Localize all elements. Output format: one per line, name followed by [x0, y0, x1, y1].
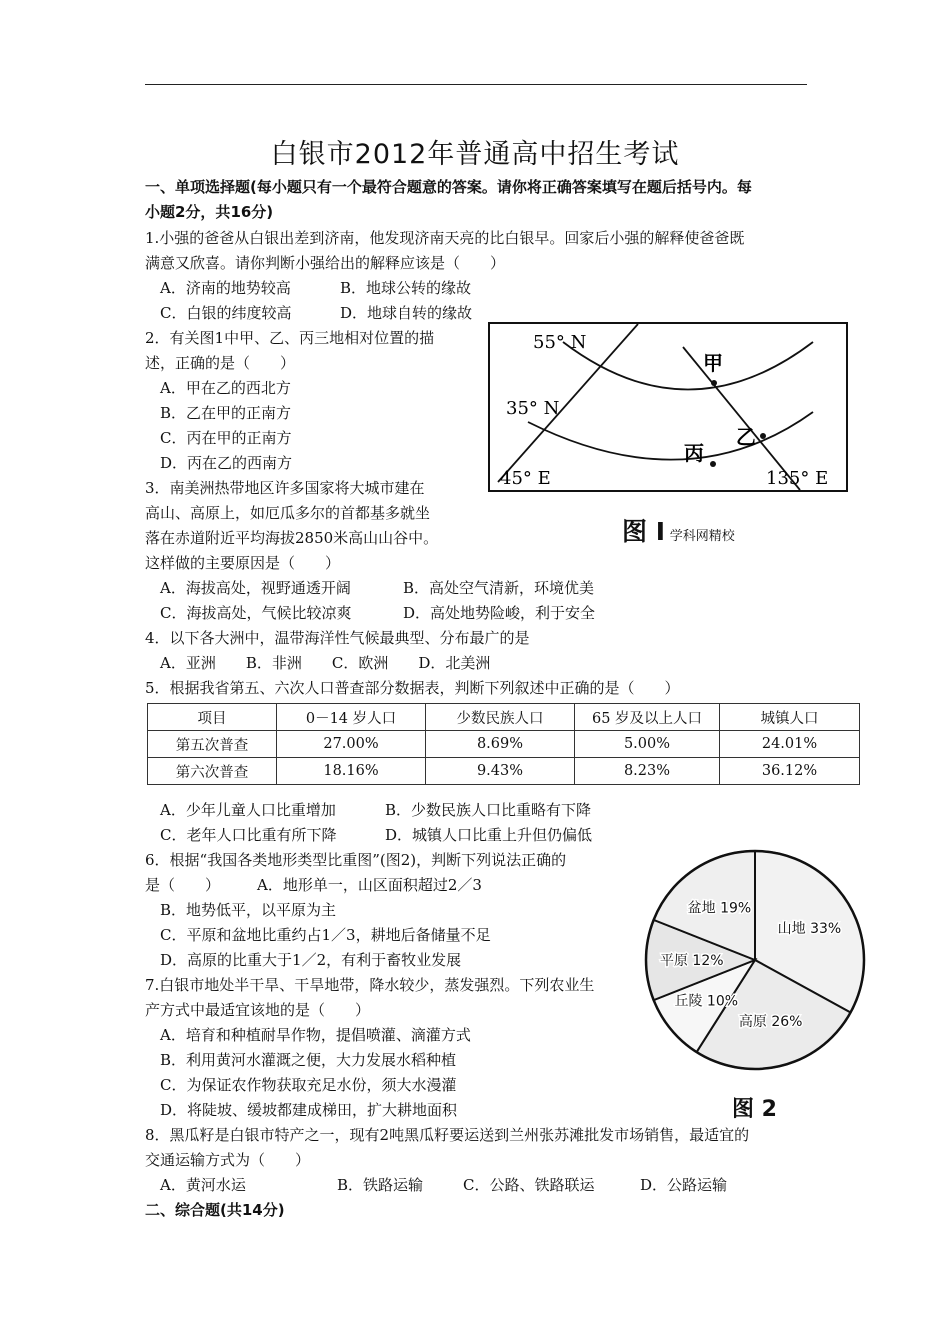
q6-option-b: B．地势低平，以平原为主 — [160, 901, 337, 919]
figure-2-pie — [643, 848, 867, 1072]
q2-stem-cont: 述，正确的是（ ） — [145, 354, 296, 372]
q3-stem-cont3: 这样做的主要原因是（ ） — [145, 554, 341, 572]
exam-title: 白银市2012年普通高中招生考试 — [270, 139, 680, 170]
q5-stem: 5．根据我省第五、六次人口普查部分数据表，判断下列叙述中正确的是（ ） — [145, 679, 680, 697]
q3-options-row2 — [160, 603, 595, 623]
q1-option-d: D．地球自转的缘故 — [340, 304, 473, 322]
figure-1-caption — [622, 512, 735, 548]
section1-heading: 一、单项选择题(每小题只有一个最符合题意的答案。请你将正确答案填写在题后括号内。每 — [145, 178, 752, 196]
q7-option-c: C．为保证农作物获取充足水份，须大水漫灌 — [160, 1076, 457, 1094]
table-cell: 9.43% — [426, 758, 575, 785]
q6-stem-end: 是（ ） — [145, 876, 221, 894]
pie-slice-label: 丘陵 10% — [674, 993, 739, 1010]
point-bing — [710, 461, 716, 467]
q4-options: A．亚洲 B．非洲 C．欧洲 D．北美洲 — [160, 654, 491, 672]
q1-option-c: C．白银的纬度较高 — [160, 304, 292, 322]
q1-options-row2 — [160, 303, 472, 323]
table-cell: 第五次普查 — [148, 731, 277, 758]
q5-option-d: D．城镇人口比重上升但仍偏低 — [385, 826, 593, 844]
q1-option-a: A．济南的地势较高 — [160, 279, 291, 297]
point-yi — [760, 433, 766, 439]
q1-option-b: B．地球公转的缘故 — [340, 279, 472, 297]
figure-1-map — [488, 322, 848, 492]
q7-option-a: A．培育和种植耐旱作物，提倡喷灌、滴灌方式 — [160, 1026, 471, 1044]
pie-slice-label: 盆地 19% — [687, 900, 752, 917]
q8-stem: 8．黑瓜籽是白银市特产之一，现有2吨黑瓜籽要运送到兰州张苏滩批发市场销售，最适宜的 — [145, 1126, 750, 1144]
q5-option-a: A．少年儿童人口比重增加 — [160, 801, 336, 819]
q6-option-c: C．平原和盆地比重约占1／3，耕地后备储量不足 — [160, 926, 491, 944]
q6-option-d: D．高原的比重大于1／2，有利于畜牧业发展 — [160, 951, 462, 969]
q7-option-d: D．将陡坡、缓坡都建成梯田，扩大耕地面积 — [160, 1101, 458, 1119]
q5-option-c: C．老年人口比重有所下降 — [160, 826, 337, 844]
q7-option-b: B．利用黄河水灌溉之便，大力发展水稻种植 — [160, 1051, 457, 1069]
place-jia-label: 甲 — [703, 351, 723, 375]
table-cell: 18.16% — [277, 758, 426, 785]
table-row — [148, 758, 860, 785]
q5-option-b: B．少数民族人口比重略有下降 — [385, 801, 592, 819]
table-cell: 第六次普查 — [148, 758, 277, 785]
q2-option-d: D．丙在乙的西南方 — [160, 454, 293, 472]
section2-heading: 二、综合题(共14分) — [145, 1201, 285, 1219]
table-cell: 8.23% — [575, 758, 720, 785]
table-cell: 36.12% — [720, 758, 860, 785]
q3-options-row1 — [160, 578, 594, 598]
table-cell: 5.00% — [575, 731, 720, 758]
q3-option-c: C．海拔高处，气候比较凉爽 — [160, 604, 352, 622]
q8-option-d: D．公路运输 — [640, 1176, 728, 1194]
q1-options-row1 — [160, 278, 471, 298]
census-table — [147, 703, 860, 785]
q3-option-a: A．海拔高处，视野通透开阔 — [160, 579, 351, 597]
q6-stem-cont — [145, 875, 482, 895]
header-rule — [145, 84, 807, 85]
q2-option-c: C．丙在甲的正南方 — [160, 429, 292, 447]
place-bing-label: 丙 — [684, 441, 704, 465]
lon-135-label: 135° E — [766, 468, 829, 489]
q3-stem-cont2: 落在赤道附近平均海拔2850米高山山谷中。 — [145, 529, 439, 547]
figure-1-number: 图 I — [622, 517, 666, 546]
q8-option-b: B．铁路运输 — [337, 1176, 424, 1194]
q5-options-row2 — [160, 825, 592, 845]
section1-heading-cont: 小题2分，共16分) — [145, 203, 274, 221]
q6-option-a: A．地形单一，山区面积超过2／3 — [257, 876, 482, 894]
q3-stem-cont1: 高山、高原上，如厄瓜多尔的首都基多就坐 — [145, 504, 431, 522]
table-header-cell: 0－14 岁人口 — [277, 704, 426, 731]
lat-55-label: 55° N — [533, 332, 587, 353]
table-header-cell: 项目 — [148, 704, 277, 731]
q8-options — [160, 1175, 727, 1195]
table-cell: 27.00% — [277, 731, 426, 758]
q2-option-b: B．乙在甲的正南方 — [160, 404, 292, 422]
q8-stem-cont: 交通运输方式为（ ） — [145, 1151, 311, 1169]
point-jia — [711, 380, 717, 386]
q5-options-row1 — [160, 800, 591, 820]
pie-slice-label: 高原 26% — [738, 1014, 803, 1031]
q1-stem-cont: 满意又欣喜。请你判断小强给出的解释应该是（ ） — [145, 254, 506, 272]
q7-stem-cont: 产方式中最适宜该地的是（ ） — [145, 1001, 371, 1019]
q3-stem: 3．南美洲热带地区许多国家将大城市建在 — [145, 479, 425, 497]
q8-option-a: A．黄河水运 — [160, 1176, 246, 1194]
q6-stem: 6．根据“我国各类地形类型比重图”(图2)，判断下列说法正确的 — [145, 851, 567, 869]
q3-option-b: B．高处空气清新，环境优美 — [403, 579, 595, 597]
q1-stem: 1.小强的爸爸从白银出差到济南，他发现济南天亮的比白银早。回家后小强的解释使爸爸既 — [145, 229, 745, 247]
table-header-row — [148, 704, 860, 731]
table-header-cell: 65 岁及以上人口 — [575, 704, 720, 731]
table-cell: 24.01% — [720, 731, 860, 758]
lat-35-label: 35° N — [506, 398, 560, 419]
q4-stem: 4．以下各大洲中，温带海洋性气候最典型、分布最广的是 — [145, 629, 530, 647]
q3-option-d: D．高处地势险峻，利于安全 — [403, 604, 596, 622]
table-row — [148, 731, 860, 758]
place-yi-label: 乙 — [736, 425, 756, 449]
table-cell: 8.69% — [426, 731, 575, 758]
figure-2-caption: 图 2 — [732, 1097, 777, 1122]
table-header-cell: 少数民族人口 — [426, 704, 575, 731]
table-header-cell: 城镇人口 — [720, 704, 860, 731]
q7-stem: 7.白银市地处半干旱、干旱地带，降水较少，蒸发强烈。下列农业生 — [145, 976, 595, 994]
lon-45-label: 45° E — [500, 468, 551, 489]
q2-stem: 2．有关图1中甲、乙、丙三地相对位置的描 — [145, 329, 435, 347]
q8-option-c: C．公路、铁路联运 — [463, 1176, 595, 1194]
pie-slice-label: 山地 33% — [777, 920, 842, 937]
figure-1-watermark: 学科网精校 — [669, 529, 735, 544]
pie-slice-label: 平原 12% — [659, 953, 724, 969]
q2-option-a: A．甲在乙的西北方 — [160, 379, 291, 397]
